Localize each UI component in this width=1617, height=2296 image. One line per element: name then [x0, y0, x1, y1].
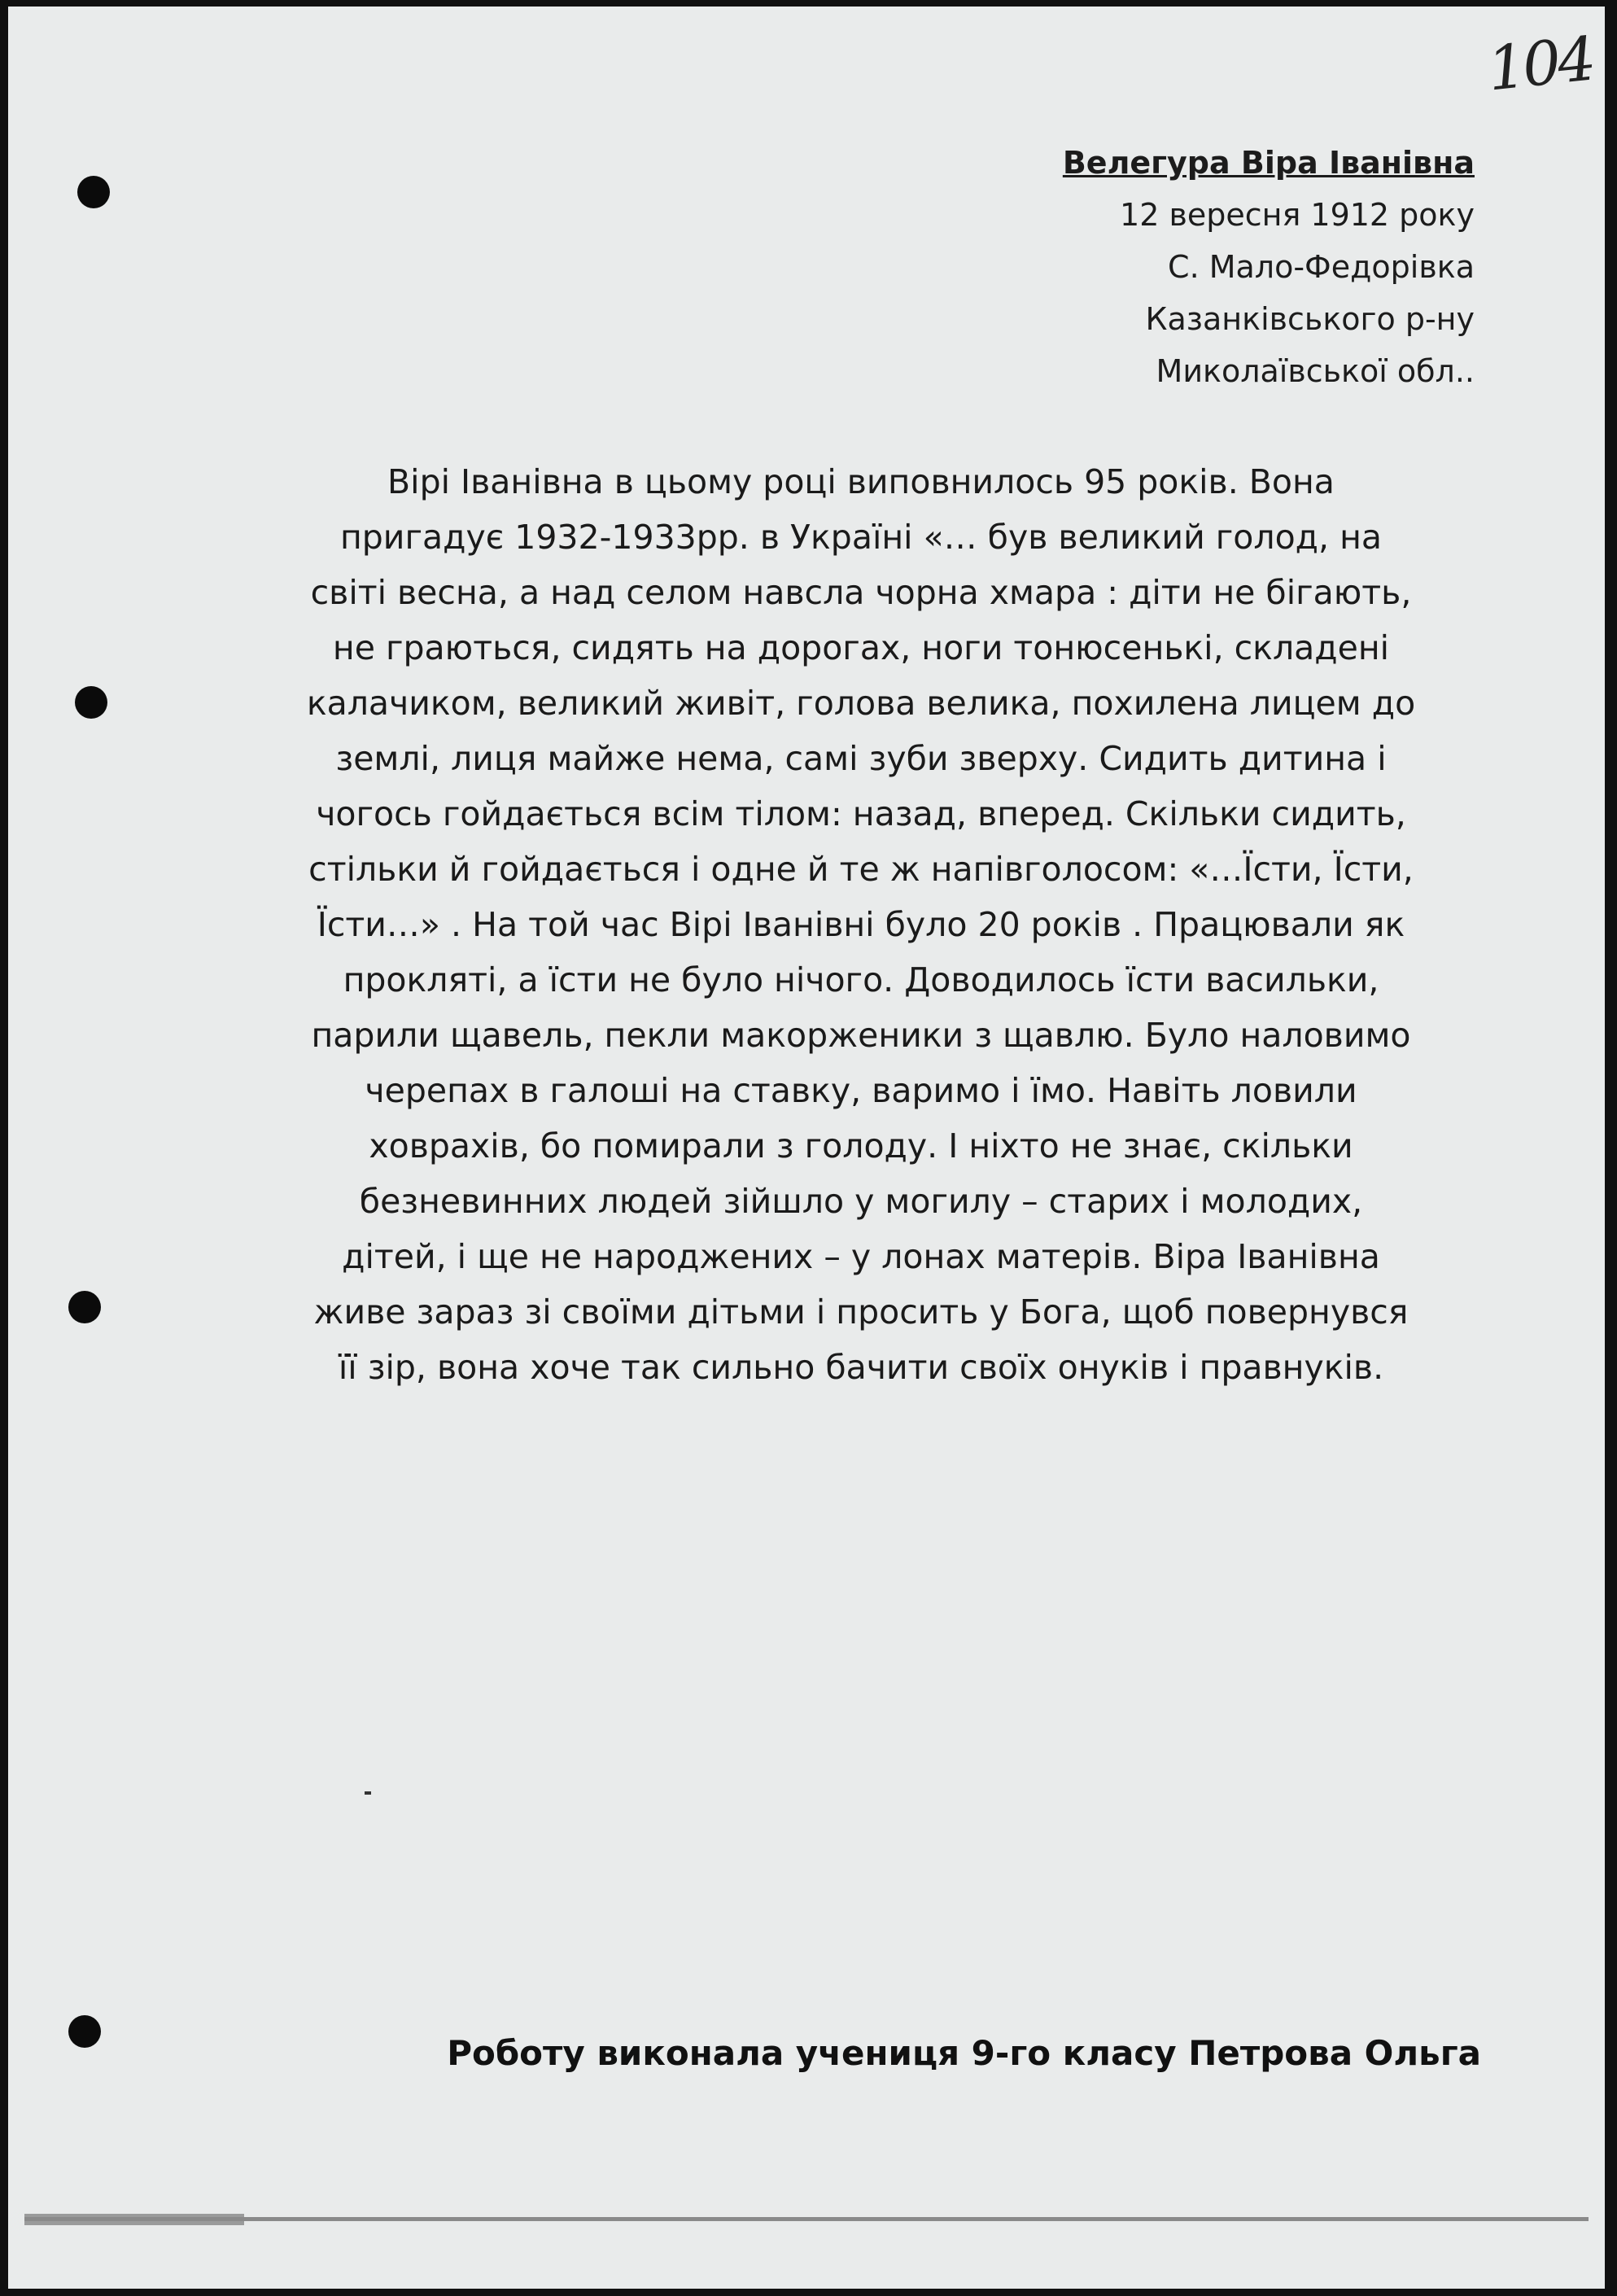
testimony-line: стільки й гойдається і одне й те ж напівголосом: «…Їсти, Їсти, [308, 850, 1414, 889]
author-signature: Роботу виконала учениця 9-го класу Петрова Ольга [447, 2033, 1481, 2073]
paper-speck [365, 1791, 371, 1795]
testimony-line: Їсти…» . На той час Вірі Іванівні було 20 років . Працювали як [317, 905, 1405, 944]
birth-date: 12 вересня 1912 року [1120, 197, 1475, 233]
testimony-line: черепах в галоші на ставку, варимо і їмо. Навіть ловили [365, 1071, 1357, 1110]
testimony-line: прокляті, а їсти не було нічого. Доводилось їсти васильки, [343, 960, 1379, 999]
testimony-line: ховрахів, бо помирали з голоду. І ніхто не знає, скільки [369, 1126, 1353, 1165]
testimony-line: живе зараз зі своїми дітьми і просить у Бога, щоб повернувся [313, 1292, 1409, 1332]
punch-hole [68, 1291, 101, 1323]
testimony-line: безневинних людей зійшло у могилу – старих і молодих, [359, 1182, 1363, 1221]
punch-hole [75, 686, 107, 719]
testimony-line: пригадує 1932-1933рр. в Україні «… був великий голод, на [339, 518, 1383, 557]
subject-info [1063, 137, 1475, 397]
village: С. Мало-Федорівка [1168, 249, 1475, 285]
document-page [8, 7, 1605, 2289]
region: Миколаївської обл.. [1156, 353, 1475, 389]
testimony-line: дітей, і ще не народжених – у лонах матерів. Віра Іванівна [342, 1237, 1380, 1276]
punch-hole [68, 2015, 101, 2048]
testimony-line: її зір, вона хоче так сильно бачити своїх онуків і правнуків. [338, 1348, 1384, 1387]
punch-hole [77, 176, 110, 208]
testimony-line: світі весна, а над селом навсла чорна хмара : діти не бігають, [310, 573, 1412, 612]
testimony-line: парили щавель, пекли макорженики з щавлю. Було наловимо [311, 1016, 1411, 1055]
district: Казанківського р-ну [1145, 301, 1475, 337]
scan-edge-line [24, 2217, 1589, 2221]
testimony-line: землі, лиця майже нема, самі зуби зверху. Сидить дитина і [335, 739, 1387, 778]
testimony-line: калачиком, великий живіт, голова велика, похилена лицем до [306, 684, 1416, 723]
testimony-line: не граються, сидять на дорогах, ноги тонюсенькі, складені [332, 628, 1390, 667]
testimony-text [194, 454, 1528, 1395]
testimony-line: чогось гойдається всім тілом: назад, вперед. Скільки сидить, [316, 794, 1406, 833]
testimony-line: Вірі Іванівна в цьому році виповнилось 95 років. Вона [387, 462, 1335, 501]
handwritten-page-number: 104 [1484, 24, 1597, 105]
subject-name: Велегура Віра Іванівна [1062, 145, 1475, 181]
